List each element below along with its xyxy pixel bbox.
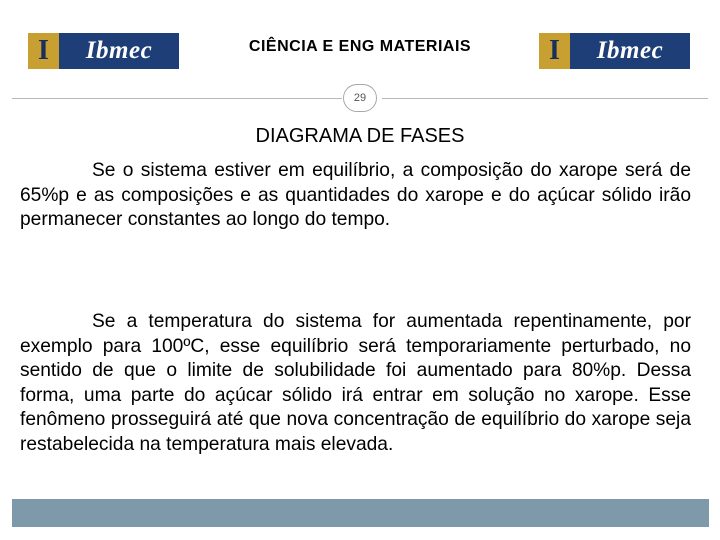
page-number-badge	[343, 84, 377, 112]
body-paragraph	[20, 159, 691, 233]
header-title: CIÊNCIA E ENG MATERIAIS	[248, 38, 472, 55]
paragraph-text: Se a temperatura do sistema for aumentada repentinamente, por exemplo para 100ºC, esse equilíbrio será temporariamente perturbado, no sentido de que o limite de solubilidade foi aumentado para 80%p. Dessa forma, uma parte do açúcar sólido irá entrar em solução no xarope. Esse fenômeno prosseguirá até que nova concentração de equilíbrio do xarope seja restabelecida na temperatura mais elevada.	[20, 311, 691, 455]
logo-wordmark: Ibmec	[570, 33, 690, 69]
header-divider-right	[382, 98, 708, 99]
paragraph-text: Se o sistema estiver em equilíbrio, a composição do xarope será de 65%p e as composições e as quantidades do xarope e do açúcar sólido irão permanecer constantes ao longo do tempo.	[20, 160, 691, 230]
logo-mark-icon: I	[28, 33, 59, 69]
ibmec-logo-right	[539, 33, 690, 69]
header-divider-left	[12, 98, 342, 99]
ibmec-logo-left	[28, 33, 179, 69]
logo-wordmark: Ibmec	[59, 33, 179, 69]
body-paragraph	[20, 310, 691, 457]
footer-bar	[12, 499, 709, 527]
logo-mark-icon: I	[539, 33, 570, 69]
slide-title: DIAGRAMA DE FASES	[255, 125, 465, 147]
page-number: 29	[353, 92, 367, 104]
